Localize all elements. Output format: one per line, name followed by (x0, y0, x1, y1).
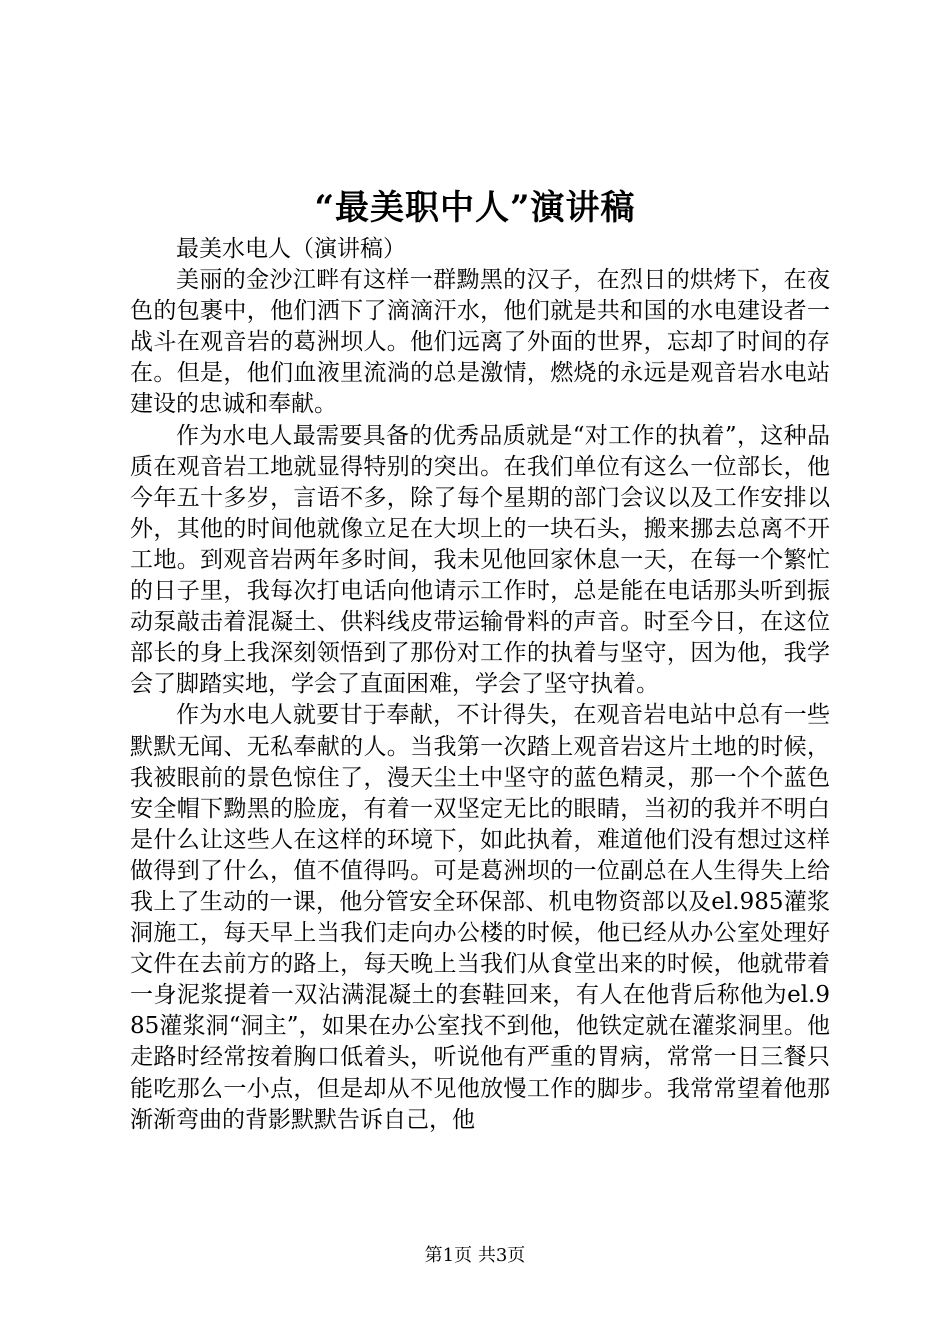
document-body (130, 234, 830, 1136)
paragraph-1: 美丽的金沙江畔有这样一群黝黑的汉子，在烈日的烘烤下，在夜色的包裹中，他们洒下了滴滴汗水，他们就是共和国的水电建设者一战斗在观音岩的葛洲坝人。他们远离了外面的世界，忘却了时间的存在。但是，他们血液里流淌的总是激情，燃烧的永远是观音岩水电站建设的忠诚和奉献。 (130, 267, 830, 418)
paragraph-3: 作为水电人就要甘于奉献，不计得失，在观音岩电站中总有一些默默无闻、无私奉献的人。当我第一次踏上观音岩这片土地的时候，我被眼前的景色惊住了，漫天尘土中坚守的蓝色精灵，那一个个蓝色安全帽下黝黑的脸庞，有着一双坚定无比的眼睛，当初的我并不明白是什么让这些人在这样的环境下，如此执着，难道他们没有想过这样做得到了什么，值不值得吗。可是葛洲坝的一位副总在人生得失上给我上了生动的一课，他分管安全环保部、机电物资部以及el.985灌浆洞施工，每天早上当我们走向办公楼的时候，他已经从办公室处理好文件在去前方的路上，每天晚上当我们从食堂出来的时候，他就带着一身泥浆提着一双沾满混凝土的套鞋回来，有人在他背后称他为el.985灌浆洞“洞主”，如果在办公室找不到他，他铁定就在灌浆洞里。他走路时经常按着胸口低着头，听说他有严重的胃病，常常一日三餐只能吃那么一小点，但是却从不见他放慢工作的脚步。我常常望着他那渐渐弯曲的背影默默告诉自己，他 (130, 702, 830, 1133)
paragraph-2: 作为水电人最需要具备的优秀品质就是“对工作的执着”，这种品质在观音岩工地就显得特别的突出。在我们单位有这么一位部长，他今年五十多岁，言语不多，除了每个星期的部门会议以及工作安排以外，其他的时间他就像立足在大坝上的一块石头，搬来挪去总离不开工地。到观音岩两年多时间，我未见他回家休息一天，在每一个繁忙的日子里，我每次打电话向他请示工作时，总是能在电话那头听到振动泵敲击着混凝土、供料线皮带运输骨料的声音。时至今日，在这位部长的身上我深刻领悟到了那份对工作的执着与坚守，因为他，我学会了脚踏实地，学会了直面困难，学会了坚守执着。 (130, 422, 830, 698)
page-footer: 第1页 共3页 (424, 1245, 526, 1266)
document-subtitle: 最美水电人（演讲稿） (176, 236, 406, 262)
document-title: “最美职中人”演讲稿 (314, 188, 636, 228)
